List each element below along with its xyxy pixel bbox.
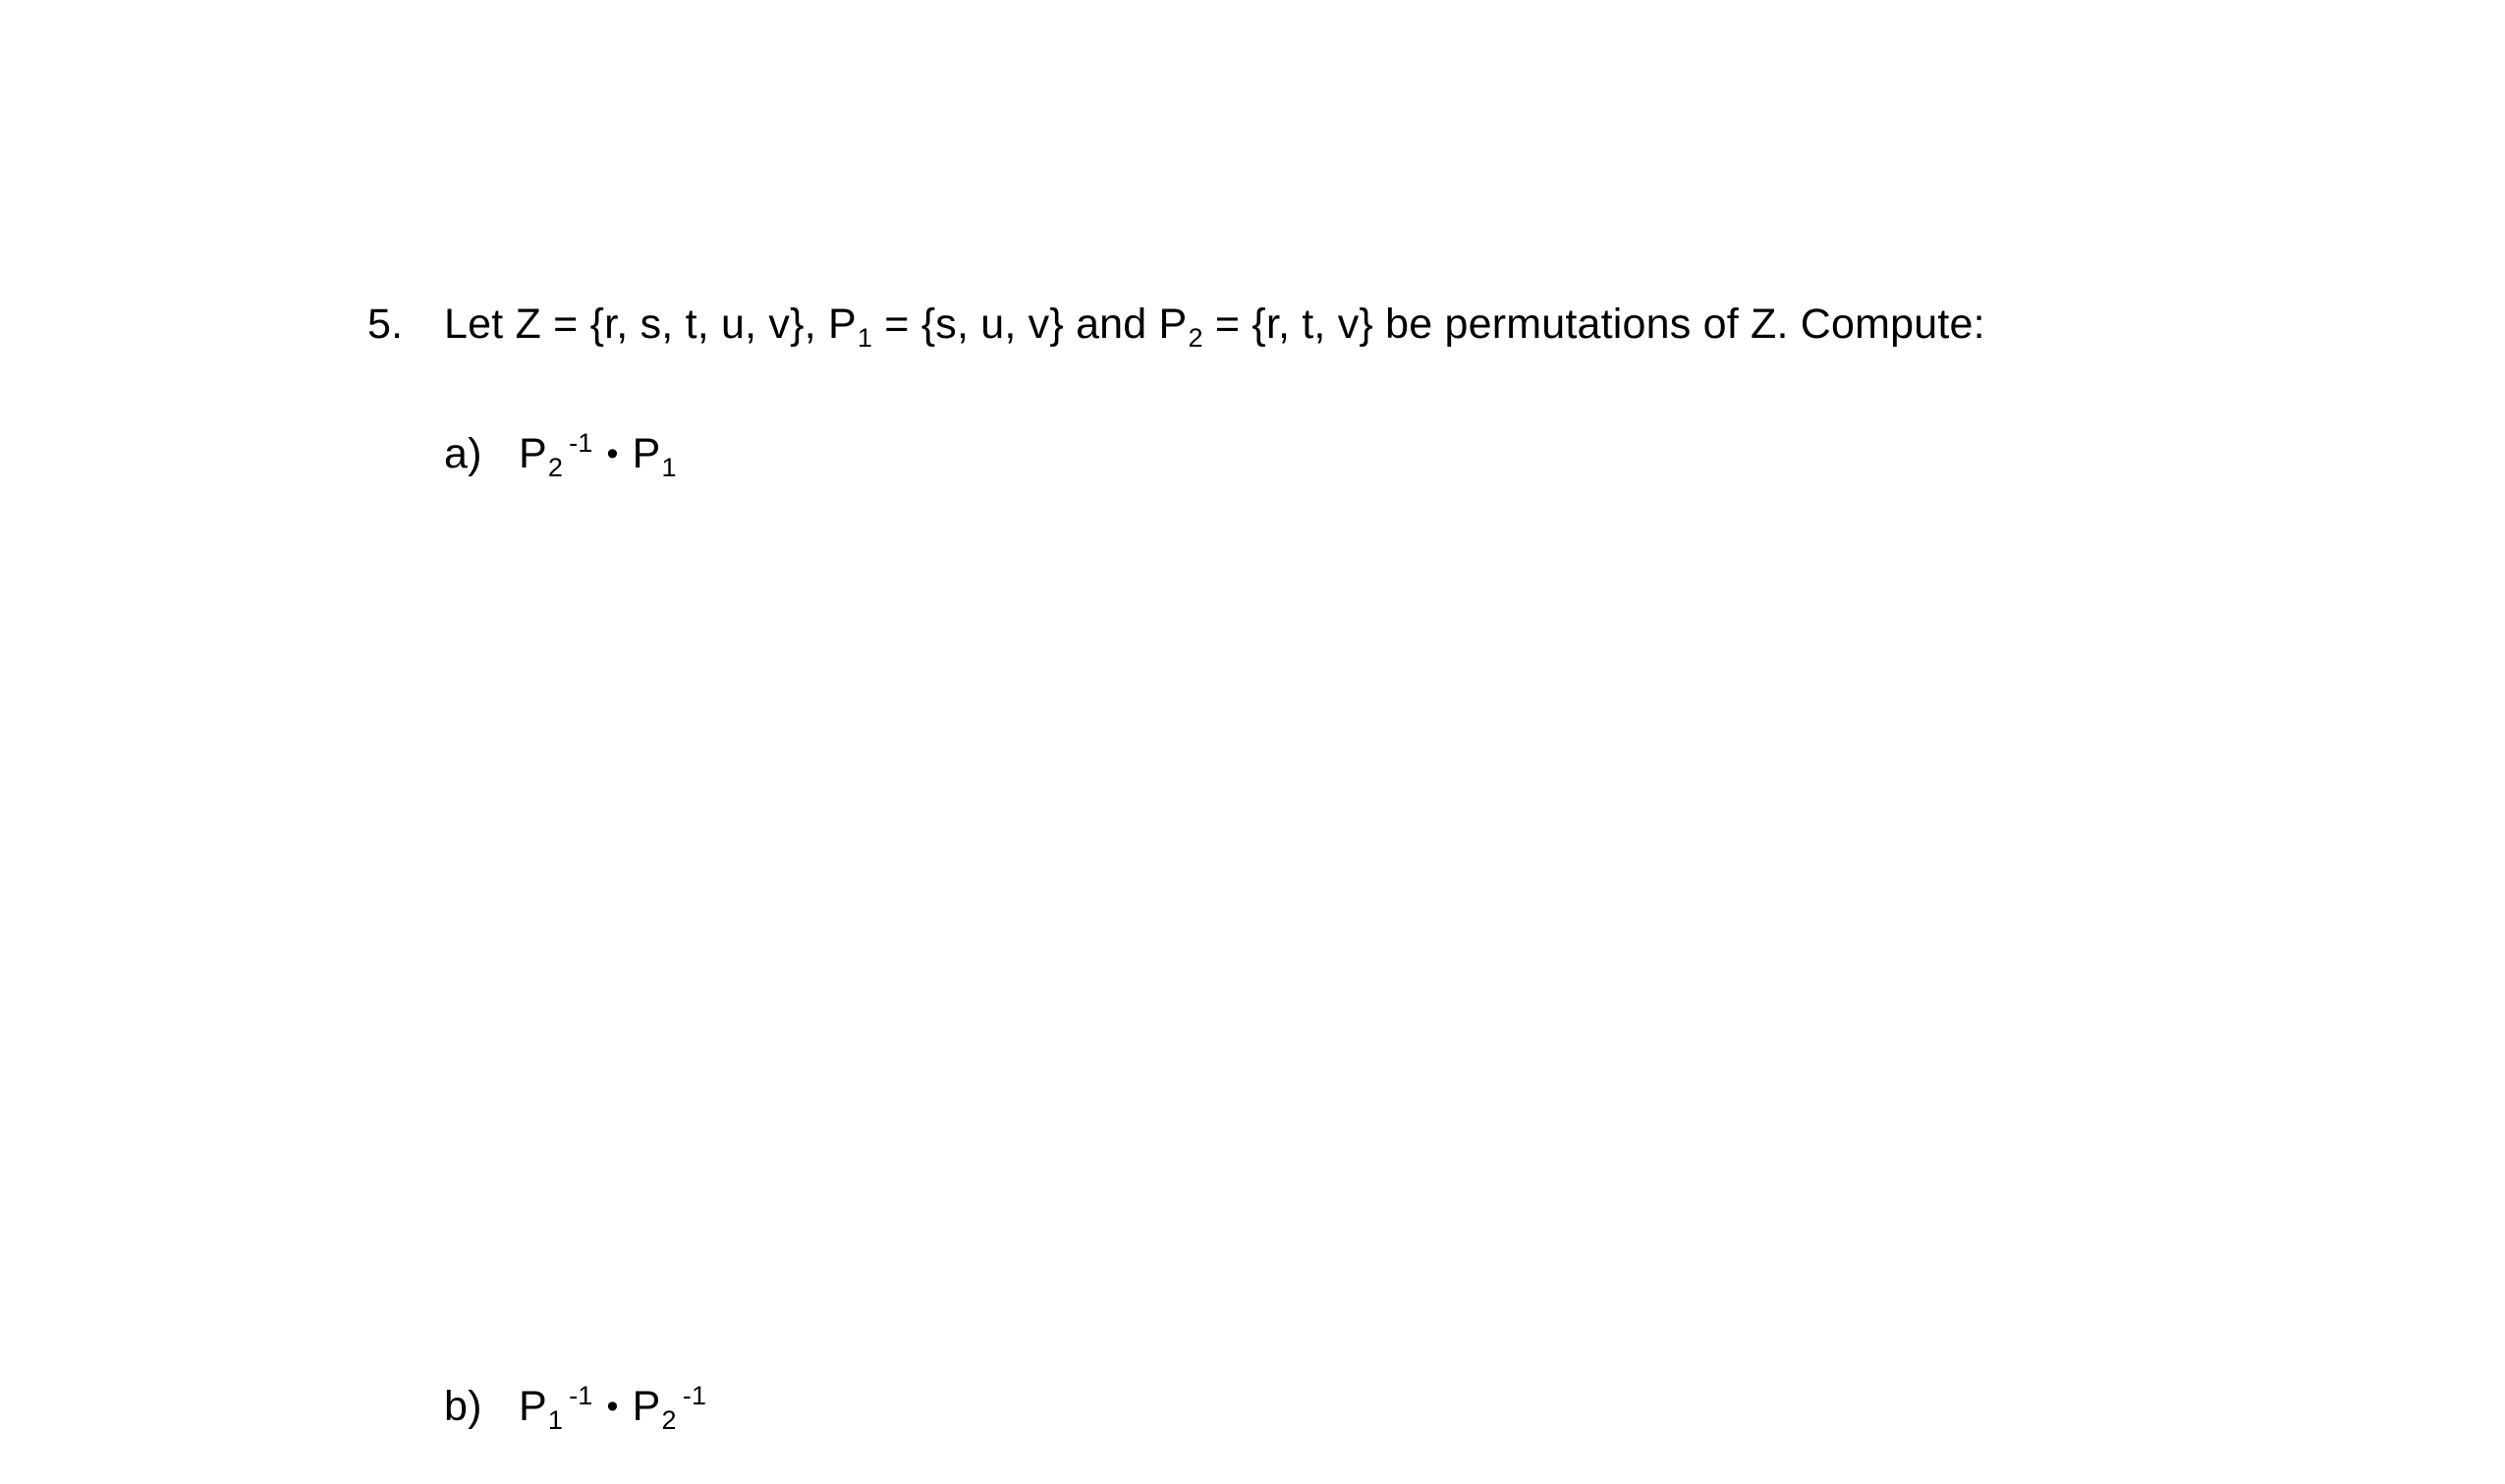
question-statement [444,301,1985,353]
p2-subscript: 2 [1188,323,1203,353]
part-a-term2-subscript: 1 [661,453,677,482]
part-b-composition-operator: • [606,1388,619,1425]
part-b-expression [519,1381,707,1435]
part-a-term1-subscript: 2 [547,453,564,482]
part-b-term2-subscript: 2 [661,1405,677,1435]
part-b-term1: P [519,1383,547,1430]
part-b-label: b) [444,1383,482,1430]
part-a-term1-superscript: -1 [569,428,593,458]
question-text-start: Let Z = {r, s, t, u, v}, P [444,301,857,348]
part-a-label: a) [444,430,482,477]
part-b-term2: P [632,1383,661,1430]
part-b-term1-superscript: -1 [569,1381,593,1410]
question-text-end: = {r, t, v} be permutations of Z. Compute: [1202,301,1985,348]
part-a-expression [519,428,677,482]
part-a-term1: P [519,430,547,477]
part-a-composition-operator: • [606,435,619,472]
question-text-middle: = {s, u, v} and P [872,301,1188,348]
question-number: 5. [367,301,404,348]
part-b-term1-subscript: 1 [547,1405,564,1435]
p1-subscript: 1 [857,323,873,353]
part-a-term2: P [632,430,661,477]
part-b-term2-superscript: -1 [682,1381,707,1410]
